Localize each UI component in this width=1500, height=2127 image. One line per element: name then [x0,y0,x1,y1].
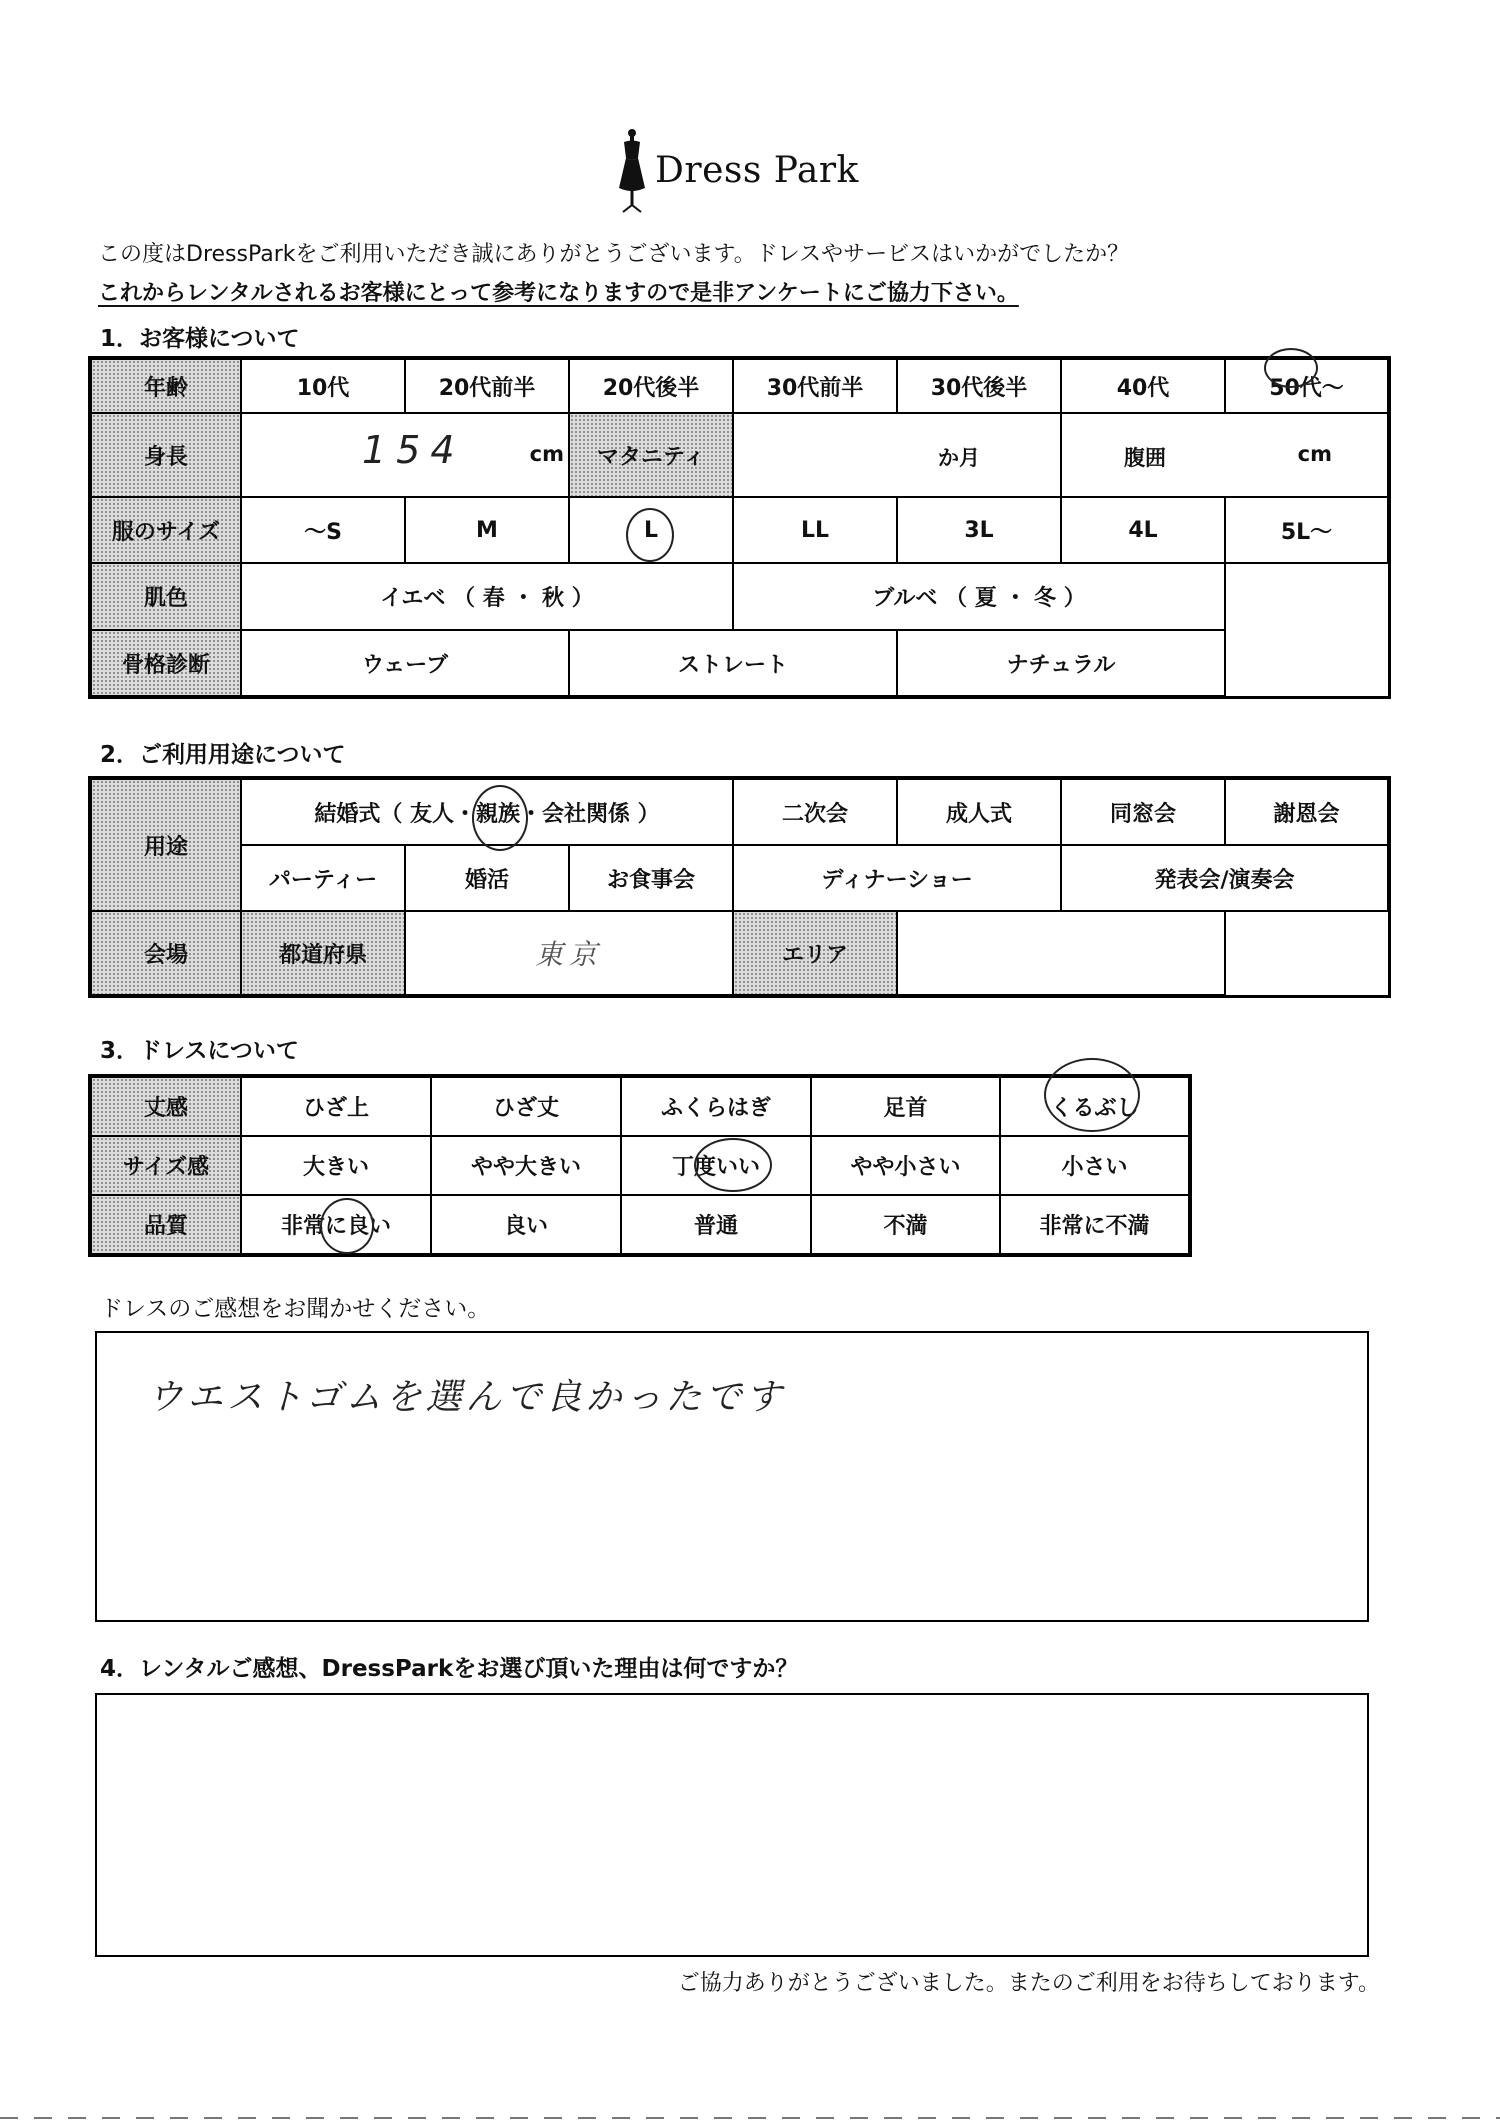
impressions-comment: ウエストゴムを選んで良かったです [147,1377,786,1418]
age-option[interactable]: 20代後半 [569,359,733,413]
height-unit: cm [529,442,564,466]
reason-box[interactable] [95,1693,1369,1957]
age-option[interactable]: 10代 [241,359,405,413]
empty-cell [1225,911,1388,995]
quality-option[interactable]: 普通 [621,1195,811,1254]
fit-option[interactable]: やや大きい [431,1136,621,1195]
prefecture-value: 東京 [535,938,604,971]
customer-table [90,358,1389,697]
age-option[interactable]: 30代前半 [733,359,897,413]
length-option[interactable]: ふくらはぎ [621,1077,811,1136]
purpose-option[interactable]: ディナーショー [733,845,1061,911]
length-option[interactable]: ひざ上 [241,1077,431,1136]
skin-option[interactable]: ブルベ （ 夏 ・ 冬 ） [733,563,1225,630]
empty-cell [1225,563,1388,630]
length-option[interactable]: 足首 [811,1077,1000,1136]
scan-artifact [0,2117,1500,2119]
section-3-title: 3．ドレスについて [100,1038,299,1064]
purpose-option[interactable]: 謝恩会 [1225,779,1388,845]
fit-option[interactable]: 小さい [1000,1136,1189,1195]
intro-text: この度はDressParkをご利用いただき誠にありがとうございます。ドレスやサービスはいかがでしたか？ [98,242,1130,267]
fit-option-selected[interactable]: 丁度いい [621,1136,811,1195]
waist-field[interactable] [1061,413,1388,497]
venue-label: 会場 [91,911,241,995]
quality-option[interactable]: 非常に不満 [1000,1195,1189,1254]
skeleton-option[interactable]: ナチュラル [897,630,1225,696]
impressions-box[interactable] [95,1331,1369,1622]
quality-label: 品質 [91,1195,241,1254]
age-label: 年齢 [91,359,241,413]
quality-option-selected[interactable]: 非常に良い [241,1195,431,1254]
length-label: 丈感 [91,1077,241,1136]
purpose-option[interactable]: 発表会/演奏会 [1061,845,1388,911]
area-label: エリア [733,911,897,995]
size-option[interactable]: 5L〜 [1225,497,1388,563]
size-option[interactable]: M [405,497,569,563]
purpose-option[interactable]: 結婚式（ 友人・親族・会社関係 ） [241,779,733,845]
impressions-title: ドレスのご感想をお聞かせください。 [100,1296,491,1322]
skeleton-label: 骨格診断 [91,630,241,696]
skin-label: 肌色 [91,563,241,630]
purpose-option[interactable]: 婚活 [405,845,569,911]
dress-table [90,1076,1190,1255]
purpose-option[interactable]: 二次会 [733,779,897,845]
purpose-table [90,778,1389,996]
waist-unit: cm [1297,442,1332,466]
skeleton-option[interactable]: ウェーブ [241,630,569,696]
size-option-selected[interactable]: L [569,497,733,563]
section-2-title: 2．ご利用用途について [100,742,346,768]
brand-name: Dress Park [655,150,859,191]
waist-label: 腹囲 [1124,446,1166,470]
skeleton-option[interactable]: ストレート [569,630,897,696]
purpose-option[interactable]: お食事会 [569,845,733,911]
age-option[interactable]: 40代 [1061,359,1225,413]
purpose-option[interactable]: 成人式 [897,779,1061,845]
prefecture-label: 都道府県 [241,911,405,995]
maternity-unit: か月 [938,446,980,470]
purpose-option[interactable]: 同窓会 [1061,779,1225,845]
size-option[interactable]: LL [733,497,897,563]
purpose-option[interactable]: パーティー [241,845,405,911]
quality-option[interactable]: 良い [431,1195,621,1254]
maternity-label: マタニティ [569,413,733,497]
length-option-selected[interactable]: くるぶし [1000,1077,1189,1136]
length-option[interactable]: ひざ丈 [431,1077,621,1136]
age-option[interactable]: 30代後半 [897,359,1061,413]
quality-option[interactable]: 不満 [811,1195,1000,1254]
fit-option[interactable]: やや小さい [811,1136,1000,1195]
fit-label: サイズ感 [91,1136,241,1195]
fit-option[interactable]: 大きい [241,1136,431,1195]
prefecture-field[interactable] [405,911,733,995]
height-label: 身長 [91,413,241,497]
skin-option[interactable]: イエベ （ 春 ・ 秋 ） [241,563,733,630]
maternity-field[interactable] [733,413,1061,497]
footer-text: ご協力ありがとうございました。またのご利用をお待ちしております。 [677,1971,1380,1996]
area-field[interactable] [897,911,1225,995]
size-label: 服のサイズ [91,497,241,563]
height-field[interactable] [241,413,569,497]
empty-cell [1225,630,1388,696]
age-option[interactable]: 20代前半 [405,359,569,413]
dress-form-icon [615,128,649,213]
intro-request: これからレンタルされるお客様にとって参考になりますので是非アンケートにご協力下さい。 [98,281,1019,306]
age-option-selected[interactable]: 50代〜 [1225,359,1388,413]
brand-logo [615,128,875,213]
section-4-title: 4．レンタルご感想、DressParkをお選び頂いた理由は何ですか？ [100,1656,799,1682]
size-option[interactable]: 4L [1061,497,1225,563]
size-option[interactable]: 〜S [241,497,405,563]
size-option[interactable]: 3L [897,497,1061,563]
height-value: 154 [362,428,465,472]
purpose-label: 用途 [91,779,241,911]
section-1-title: 1．お客様について [100,326,300,352]
